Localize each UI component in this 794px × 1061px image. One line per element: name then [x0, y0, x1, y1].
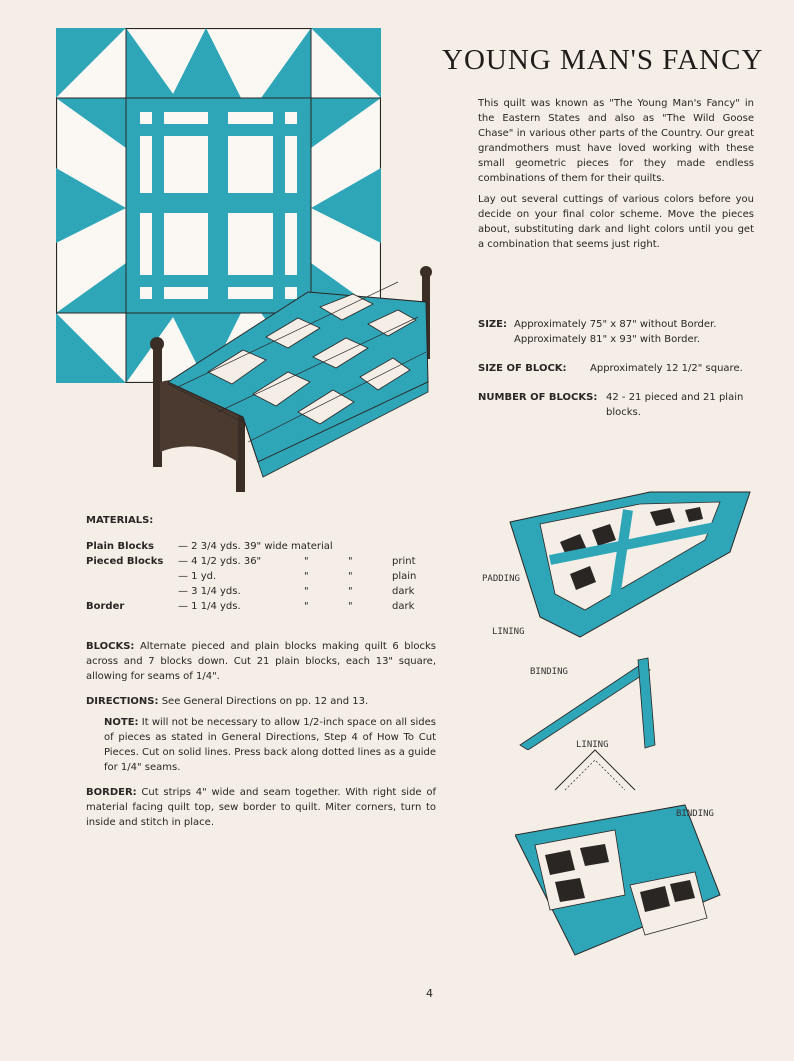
- material-name: [86, 570, 178, 585]
- materials-row: [86, 540, 420, 555]
- blocks-label: BLOCKS:: [86, 641, 135, 652]
- materials-heading: MATERIALS:: [86, 515, 154, 526]
- material-qty: — 1 1/4 yds.: [178, 601, 241, 612]
- intro-text: [478, 96, 754, 252]
- material-kind: plain: [392, 571, 417, 582]
- material-name: [86, 585, 178, 600]
- directions-text: See General Directions on pp. 12 and 13.: [161, 696, 369, 707]
- note-label: NOTE:: [104, 717, 139, 728]
- block-size-spec: [478, 361, 768, 376]
- directions-instruction: [86, 694, 436, 709]
- materials-table: [86, 540, 420, 615]
- size-value-2: Approximately 81" x 93" with Border.: [514, 334, 701, 345]
- materials-row: [86, 585, 420, 600]
- material-name: Pieced Blocks: [86, 556, 164, 567]
- ditto-mark: ": [348, 556, 353, 567]
- number-of-blocks-label: NUMBER OF BLOCKS:: [478, 392, 598, 403]
- ditto-mark: ": [304, 586, 309, 597]
- blocks-text: Alternate pieced and plain blocks making quilt 6 blocks across and 7 blocks down. Cut 21 plain blocks, each 13" square, allowing for seams of 1/4".: [86, 641, 436, 682]
- size-spec: [478, 317, 768, 347]
- material-name: Plain Blocks: [86, 541, 154, 552]
- material-qty: — 2 3/4 yds. 39" wide material: [178, 541, 333, 552]
- materials-row: [86, 570, 420, 585]
- blocks-instruction: [86, 639, 436, 684]
- size-value-1: Approximately 75" x 87" without Border.: [514, 319, 717, 330]
- block-size-value: Approximately 12 1/2" square.: [590, 363, 743, 374]
- padding-lining-diagram: [500, 482, 760, 642]
- material-kind: dark: [392, 601, 415, 612]
- materials-row: [86, 600, 420, 615]
- material-qty: — 1 yd.: [178, 571, 217, 582]
- intro-paragraph-2: Lay out several cuttings of various colors before you decide on your final color scheme. Move the pieces about, substituting dark and light colors until you get a combination that seems just right.: [478, 194, 754, 250]
- binding-label: BINDING: [530, 667, 568, 677]
- materials-row: [86, 555, 420, 570]
- material-kind: dark: [392, 586, 415, 597]
- note-instruction: [86, 715, 436, 775]
- note-text: It will not be necessary to allow 1/2-inch space on all sides of pieces as stated in General Directions, Step 4 of How To Cut Pieces. Cut on solid lines. Press back along dotted lines as a guide for 1/4" seams.: [104, 717, 437, 773]
- material-name: Border: [86, 601, 125, 612]
- instructions-section: [86, 639, 436, 830]
- ditto-mark: ": [304, 601, 309, 612]
- material-qty: — 3 1/4 yds.: [178, 586, 241, 597]
- block-size-label: SIZE OF BLOCK:: [478, 363, 567, 374]
- border-text: Cut strips 4" wide and seam together. With right side of material facing quilt top, sew border to quilt. Miter corners, turn to inside and stitch in place.: [86, 787, 436, 828]
- material-kind: print: [392, 556, 416, 567]
- border-label: BORDER:: [86, 787, 137, 798]
- binding-label-2: BINDING: [676, 809, 714, 819]
- directions-label: DIRECTIONS:: [86, 696, 159, 707]
- size-label: SIZE:: [478, 319, 508, 330]
- page-title: YOUNG MAN'S FANCY: [442, 44, 764, 76]
- ditto-mark: ": [304, 571, 309, 582]
- ditto-mark: ": [348, 586, 353, 597]
- material-qty: — 4 1/2 yds. 36": [178, 556, 262, 567]
- lining-label: LINING: [492, 627, 525, 637]
- number-of-blocks-spec: [478, 390, 768, 420]
- lining-label-2: LINING: [576, 740, 609, 750]
- page-number: 4: [426, 987, 433, 1000]
- padding-label: PADDING: [482, 574, 520, 584]
- border-instruction: [86, 785, 436, 830]
- number-of-blocks-value: 42 - 21 pieced and 21 plain blocks.: [606, 392, 744, 418]
- ditto-mark: ": [348, 601, 353, 612]
- materials-section: [86, 513, 446, 615]
- specs-section: [478, 317, 768, 420]
- binding-diagram: [510, 640, 660, 750]
- finished-corner-diagram: [515, 800, 735, 960]
- intro-paragraph-1: This quilt was known as "The Young Man's Fancy" in the Eastern States and also as "The Wild Goose Chase" in various other parts of the Country. Our great grandmothers must have loved working with these small geometric pieces for they made endless combinations of them for their quilts.: [478, 98, 754, 184]
- bed-illustration: [148, 262, 448, 497]
- ditto-mark: ": [304, 556, 309, 567]
- ditto-mark: ": [348, 571, 353, 582]
